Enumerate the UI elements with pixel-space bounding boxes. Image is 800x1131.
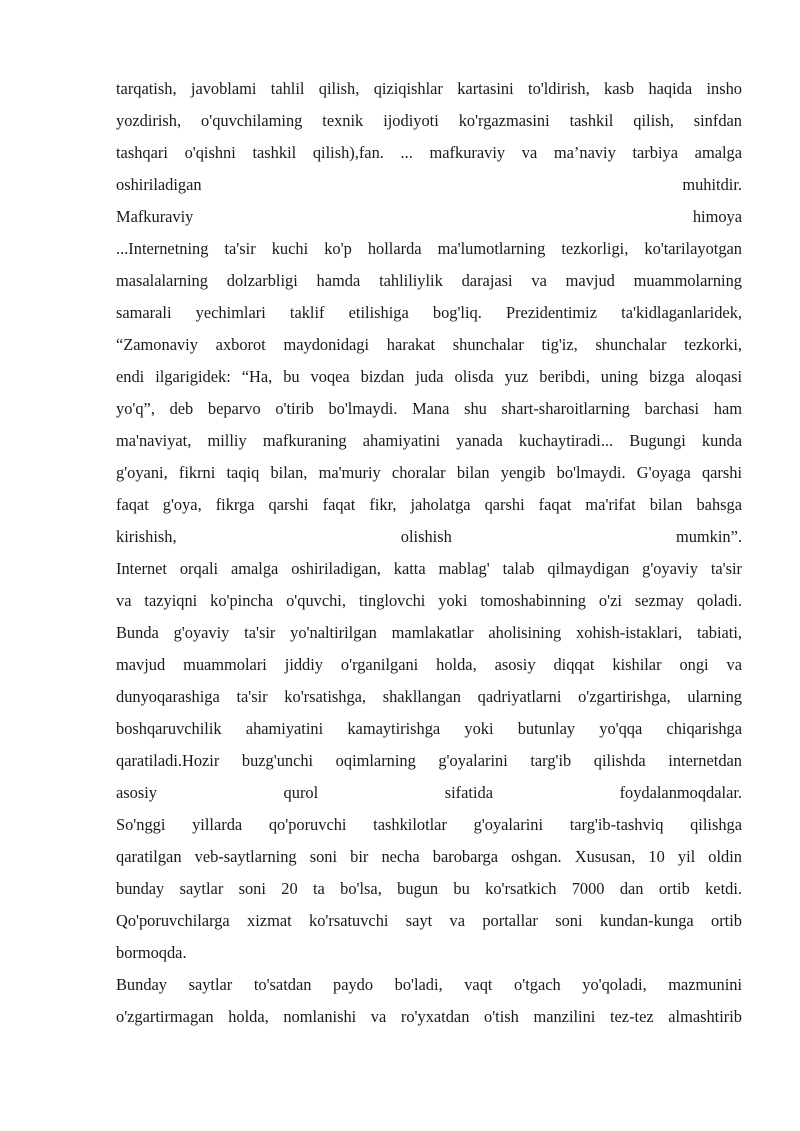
text-line: g'oyani, fikrni taqiq bilan, ma'muriy choralar bilan yengib bo'lmaydi. G'oyaga qarshi	[116, 463, 742, 482]
text-line: masalalarning dolzarbligi hamda tahliliylik darajasi va mavjud muammolarning	[116, 271, 742, 290]
text-line: “Zamonaviy axborot maydonidagi harakat shunchalar tig'iz, shunchalar tezkorki,	[116, 335, 742, 354]
text-line: bunday saytlar soni 20 ta bo'lsa, bugun bu ko'rsatkich 7000 dan ortib ketdi.	[116, 879, 742, 898]
text-line: tarqatish, javoblami tahlil qilish, qiziqishlar kartasini to'ldirish, kasb haqida insho	[116, 79, 742, 98]
text-line: asosiy qurol sifatida foydalanmoqdalar.	[116, 783, 742, 802]
text-line: o'zgartirmagan holda, nomlanishi va ro'yxatdan o'tish manzilini tez-tez almashtirib	[116, 1007, 742, 1026]
text-line: ...Internetning ta'sir kuchi ko'p hollarda ma'lumotlarning tezkorligi, ko'tarilayotgan	[116, 239, 742, 258]
text-line: qaratiladi.Hozir buzg'unchi oqimlarning g'oyalarini targ'ib qilishda internetdan	[116, 751, 742, 770]
text-line: endi ilgarigidek: “Ha, bu voqea bizdan juda olisda yuz beribdi, uning bizga aloqasi	[116, 367, 742, 386]
text-line: yo'q”, deb beparvo o'tirib bo'lmaydi. Mana shu shart-sharoitlarning barchasi ham	[116, 399, 742, 418]
text-line: Qo'poruvchilarga xizmat ko'rsatuvchi sayt va portallar soni kundan-kunga ortib	[116, 911, 742, 930]
text-line: kirishish, olishish mumkin”.	[116, 527, 742, 546]
text-line: Internet orqali amalga oshiriladigan, katta mablag' talab qilmaydigan g'oyaviy ta'sir	[116, 559, 742, 578]
text-line: va tazyiqni ko'pincha o'quvchi, tinglovchi yoki tomoshabinning o'zi sezmay qoladi.	[116, 591, 742, 610]
text-line: Bunday saytlar to'satdan paydo bo'ladi, vaqt o'tgach yo'qoladi, mazmunini	[116, 975, 742, 994]
text-line: qaratilgan veb-saytlarning soni bir necha barobarga oshgan. Xususan, 10 yil oldin	[116, 847, 742, 866]
text-line: faqat g'oya, fikrga qarshi faqat fikr, jaholatga qarshi faqat ma'rifat bilan bahsga	[116, 495, 742, 514]
text-line: Bunda g'oyaviy ta'sir yo'naltirilgan mamlakatlar aholisining xohish-istaklari, tabiati,	[116, 623, 742, 642]
text-line: boshqaruvchilik ahamiyatini kamaytirishga yoki butunlay yo'qqa chiqarishga	[116, 719, 742, 738]
text-line: mavjud muammolari jiddiy o'rganilgani holda, asosiy diqqat kishilar ongi va	[116, 655, 742, 674]
text-line: So'nggi yillarda qo'poruvchi tashkilotlar g'oyalarini targ'ib-tashviq qilishga	[116, 815, 742, 834]
text-line: tashqari o'qishni tashkil qilish),fan. ... mafkuraviy va ma’naviy tarbiya amalga	[116, 143, 742, 162]
text-line: oshiriladigan muhitdir.	[116, 175, 742, 194]
text-line: bormoqda.	[116, 943, 187, 962]
text-line: samarali yechimlari taklif etilishiga bog'liq. Prezidentimiz ta'kidlaganlaridek,	[116, 303, 742, 322]
document-body	[116, 73, 742, 1033]
text-line: Mafkuraviy himoya	[116, 207, 742, 226]
text-line: dunyoqarashiga ta'sir ko'rsatishga, shakllangan qadriyatlarni o'zgartirishga, ularning	[116, 687, 742, 706]
text-line: ma'naviyat, milliy mafkuraning ahamiyatini yanada kuchaytiradi... Bugungi kunda	[116, 431, 742, 450]
text-line: yozdirish, o'quvchilaming texnik ijodiyoti ko'rgazmasini tashkil qilish, sinfdan	[116, 111, 742, 130]
